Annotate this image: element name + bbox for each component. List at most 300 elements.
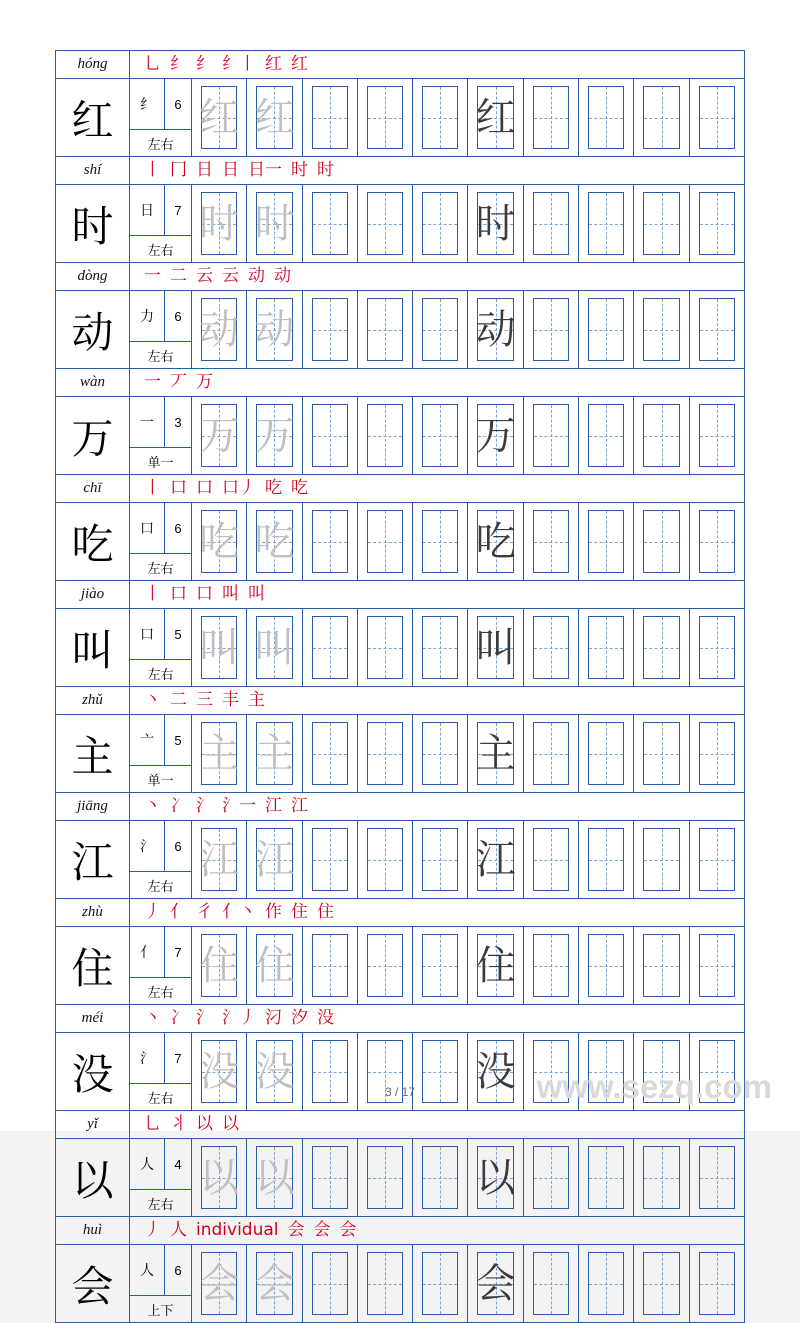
practice-cell[interactable] xyxy=(690,609,744,686)
practice-glyph: 以 xyxy=(254,1154,295,1200)
practice-cell[interactable] xyxy=(303,291,358,368)
character-info xyxy=(130,503,192,580)
radical-and-count xyxy=(130,715,191,766)
practice-cell[interactable] xyxy=(247,821,302,898)
practice-glyph xyxy=(358,503,412,580)
practice-glyph xyxy=(303,291,357,368)
stroke-order-sequence xyxy=(130,899,744,926)
practice-cell[interactable] xyxy=(690,79,744,156)
stroke-order-sequence xyxy=(130,1217,744,1244)
practice-cell[interactable] xyxy=(358,1245,413,1322)
practice-cell[interactable] xyxy=(579,185,634,262)
practice-glyph: 主 xyxy=(199,730,240,776)
practice-glyph xyxy=(634,821,688,898)
practice-cell[interactable] xyxy=(192,397,247,474)
headword-character: 万 xyxy=(56,397,130,474)
practice-cell[interactable] xyxy=(192,1245,247,1322)
practice-cell[interactable] xyxy=(413,79,468,156)
radical-label: 亻 xyxy=(130,927,165,977)
practice-cell[interactable] xyxy=(634,291,689,368)
practice-cell[interactable] xyxy=(303,821,358,898)
character-info xyxy=(130,291,192,368)
practice-cell[interactable] xyxy=(634,715,689,792)
practice-glyph: 红 xyxy=(254,94,295,140)
stroke-step: 丰 xyxy=(222,690,239,710)
practice-glyph xyxy=(690,185,744,262)
stroke-step: 冫 xyxy=(170,796,187,816)
pinyin-stroke-strip xyxy=(56,581,744,609)
stroke-step: 江 xyxy=(265,796,282,816)
practice-cell[interactable] xyxy=(524,79,579,156)
stroke-step: 人 xyxy=(170,1220,187,1240)
practice-cell[interactable] xyxy=(358,185,413,262)
practice-cell[interactable] xyxy=(690,1139,744,1216)
practice-glyph xyxy=(413,185,467,262)
character-row xyxy=(55,792,745,898)
stroke-step: 丶 xyxy=(144,690,161,710)
practice-glyph xyxy=(413,503,467,580)
pinyin-label: yǐ xyxy=(56,1111,130,1138)
practice-cell[interactable] xyxy=(634,79,689,156)
stroke-step: 一 xyxy=(144,372,161,392)
pinyin-label: hóng xyxy=(56,51,130,78)
practice-glyph xyxy=(303,503,357,580)
practice-glyph xyxy=(634,1139,688,1216)
radical-and-count xyxy=(130,503,191,554)
practice-glyph xyxy=(579,397,633,474)
practice-glyph: 会 xyxy=(475,1260,516,1306)
pinyin-stroke-strip xyxy=(56,899,744,927)
practice-cell[interactable] xyxy=(524,503,579,580)
practice-glyph xyxy=(579,821,633,898)
practice-glyph xyxy=(579,927,633,1004)
practice-cell[interactable] xyxy=(192,927,247,1004)
stroke-count-label: 7 xyxy=(174,944,182,960)
practice-glyph xyxy=(524,1139,578,1216)
headword-character: 江 xyxy=(56,821,130,898)
stroke-order-sequence xyxy=(130,475,744,502)
practice-cell[interactable] xyxy=(247,397,302,474)
practice-cell[interactable] xyxy=(468,1245,523,1322)
practice-cell[interactable] xyxy=(579,715,634,792)
practice-cell[interactable] xyxy=(358,79,413,156)
practice-glyph: 会 xyxy=(199,1260,240,1306)
practice-cell[interactable] xyxy=(303,185,358,262)
practice-glyph xyxy=(634,291,688,368)
stroke-order-sequence xyxy=(130,793,744,820)
practice-glyph: 时 xyxy=(199,200,240,246)
practice-cell[interactable] xyxy=(192,79,247,156)
practice-glyph xyxy=(303,715,357,792)
radical-label: 力 xyxy=(130,291,165,341)
practice-cell[interactable] xyxy=(579,609,634,686)
character-row xyxy=(55,368,745,474)
practice-glyph xyxy=(524,185,578,262)
stroke-count-label: 5 xyxy=(174,626,182,642)
headword-character: 会 xyxy=(56,1245,130,1322)
practice-cell[interactable] xyxy=(468,397,523,474)
practice-cell[interactable] xyxy=(247,1139,302,1216)
pinyin-label: jiāng xyxy=(56,793,130,820)
practice-cell[interactable] xyxy=(358,503,413,580)
stroke-step: 日一 xyxy=(248,160,282,180)
practice-glyph xyxy=(579,503,633,580)
structure-label: 左右 xyxy=(147,136,174,152)
stroke-order-sequence xyxy=(130,369,744,396)
stroke-step: 氵丿 xyxy=(222,1008,256,1028)
practice-cell[interactable] xyxy=(192,291,247,368)
practice-cell[interactable] xyxy=(413,503,468,580)
practice-glyph: 江 xyxy=(254,836,295,882)
stroke-step: 氵 xyxy=(196,1008,213,1028)
practice-cell[interactable] xyxy=(247,503,302,580)
radical-and-count xyxy=(130,1245,191,1296)
practice-cell[interactable] xyxy=(192,1139,247,1216)
practice-cells xyxy=(192,1139,744,1216)
stroke-step: 丿 xyxy=(144,1220,161,1240)
practice-cell[interactable] xyxy=(468,79,523,156)
stroke-step: 时 xyxy=(317,160,334,180)
practice-cell[interactable] xyxy=(634,397,689,474)
practice-cell[interactable] xyxy=(634,185,689,262)
practice-glyph xyxy=(690,397,744,474)
stroke-count-label: 6 xyxy=(174,1262,182,1278)
practice-glyph xyxy=(413,291,467,368)
practice-cell[interactable] xyxy=(579,1245,634,1322)
practice-cell[interactable] xyxy=(634,927,689,1004)
character-info xyxy=(130,397,192,474)
practice-cell[interactable] xyxy=(358,821,413,898)
practice-glyph xyxy=(579,609,633,686)
practice-cell[interactable] xyxy=(579,1139,634,1216)
practice-cell[interactable] xyxy=(247,927,302,1004)
practice-cell[interactable] xyxy=(303,609,358,686)
practice-cell[interactable] xyxy=(358,927,413,1004)
radical-and-count xyxy=(130,397,191,448)
practice-cells xyxy=(192,1245,744,1322)
pinyin-stroke-strip xyxy=(56,263,744,291)
practice-cell[interactable] xyxy=(524,397,579,474)
radical-and-count xyxy=(130,1139,191,1190)
pinyin-label: dòng xyxy=(56,263,130,290)
practice-cell[interactable] xyxy=(468,503,523,580)
practice-cell[interactable] xyxy=(468,291,523,368)
stroke-step: 氵一 xyxy=(222,796,256,816)
practice-cell[interactable] xyxy=(192,715,247,792)
practice-glyph xyxy=(690,927,744,1004)
practice-cell[interactable] xyxy=(579,927,634,1004)
practice-cell[interactable] xyxy=(524,185,579,262)
practice-cell[interactable] xyxy=(413,821,468,898)
pinyin-stroke-strip xyxy=(56,475,744,503)
stroke-count-label: 6 xyxy=(174,308,182,324)
practice-glyph xyxy=(524,79,578,156)
stroke-step: 口 xyxy=(196,584,213,604)
stroke-step: 丨 xyxy=(144,160,161,180)
practice-cell[interactable] xyxy=(413,1245,468,1322)
practice-glyph: 吃 xyxy=(199,518,240,564)
stroke-step: 三 xyxy=(196,690,213,710)
practice-cell[interactable] xyxy=(690,397,744,474)
radical-label: 氵 xyxy=(130,821,165,871)
practice-glyph: 红 xyxy=(199,94,240,140)
stroke-step: 丶 xyxy=(144,1008,161,1028)
structure-label: 左右 xyxy=(147,1090,174,1106)
pinyin-stroke-strip xyxy=(56,1111,744,1139)
character-main-strip xyxy=(56,291,744,368)
stroke-order-sequence xyxy=(130,51,744,78)
stroke-step: 日 xyxy=(196,160,213,180)
stroke-step: 二 xyxy=(170,690,187,710)
practice-cell[interactable] xyxy=(524,1245,579,1322)
practice-cell[interactable] xyxy=(524,715,579,792)
practice-cell[interactable] xyxy=(413,291,468,368)
practice-glyph xyxy=(303,609,357,686)
practice-cell[interactable] xyxy=(358,609,413,686)
headword-character: 没 xyxy=(56,1033,130,1110)
stroke-step: 吃 xyxy=(265,478,282,498)
practice-cell[interactable] xyxy=(690,503,744,580)
practice-cells xyxy=(192,291,744,368)
practice-cells xyxy=(192,185,744,262)
stroke-step: 口 xyxy=(196,478,213,498)
structure-label: 左右 xyxy=(147,242,174,258)
practice-cell[interactable] xyxy=(524,291,579,368)
practice-glyph: 时 xyxy=(254,200,295,246)
character-row xyxy=(55,898,745,1004)
practice-cell[interactable] xyxy=(192,609,247,686)
practice-cell[interactable] xyxy=(524,927,579,1004)
practice-cell[interactable] xyxy=(413,397,468,474)
stroke-step: 丨 xyxy=(144,584,161,604)
headword-character: 吃 xyxy=(56,503,130,580)
practice-glyph xyxy=(579,291,633,368)
practice-cell[interactable] xyxy=(468,185,523,262)
practice-glyph xyxy=(524,715,578,792)
stroke-step: 万 xyxy=(196,372,213,392)
stroke-step: 纟 xyxy=(196,54,213,74)
practice-cell[interactable] xyxy=(303,927,358,1004)
practice-cell[interactable] xyxy=(524,1139,579,1216)
headword-character: 主 xyxy=(56,715,130,792)
practice-cell[interactable] xyxy=(579,821,634,898)
practice-cell[interactable] xyxy=(192,185,247,262)
structure-label: 左右 xyxy=(147,348,174,364)
stroke-step: 时 xyxy=(291,160,308,180)
practice-cell[interactable] xyxy=(247,79,302,156)
character-main-strip xyxy=(56,927,744,1004)
character-main-strip xyxy=(56,715,744,792)
practice-glyph xyxy=(303,397,357,474)
practice-cell[interactable] xyxy=(579,503,634,580)
practice-cells xyxy=(192,927,744,1004)
stroke-step: 二 xyxy=(170,266,187,286)
practice-cell[interactable] xyxy=(634,1245,689,1322)
practice-cell[interactable] xyxy=(247,185,302,262)
character-info xyxy=(130,715,192,792)
practice-cell[interactable] xyxy=(468,1139,523,1216)
practice-glyph xyxy=(579,1139,633,1216)
character-row xyxy=(55,474,745,580)
pinyin-label: shí xyxy=(56,157,130,184)
practice-glyph xyxy=(413,397,467,474)
character-main-strip xyxy=(56,821,744,898)
practice-glyph xyxy=(358,79,412,156)
headword-character: 动 xyxy=(56,291,130,368)
practice-glyph xyxy=(358,715,412,792)
practice-cell[interactable] xyxy=(413,715,468,792)
practice-cell[interactable] xyxy=(247,291,302,368)
practice-cell[interactable] xyxy=(690,821,744,898)
practice-cell[interactable] xyxy=(468,715,523,792)
stroke-step: 丶 xyxy=(144,796,161,816)
practice-glyph: 以 xyxy=(199,1154,240,1200)
stroke-step: 主 xyxy=(248,690,265,710)
practice-glyph xyxy=(358,609,412,686)
practice-cell[interactable] xyxy=(634,1139,689,1216)
watermark: www.sezq.com xyxy=(536,1068,772,1105)
stroke-step: 会 xyxy=(287,1220,305,1240)
practice-glyph: 江 xyxy=(199,836,240,882)
stroke-step: 叫 xyxy=(222,584,239,604)
practice-cell[interactable] xyxy=(413,927,468,1004)
stroke-step: 氵 xyxy=(196,796,213,816)
practice-glyph: 时 xyxy=(475,200,516,246)
practice-cell[interactable] xyxy=(579,397,634,474)
practice-cell[interactable] xyxy=(690,1245,744,1322)
stroke-step: 彳 xyxy=(196,902,213,922)
character-main-strip xyxy=(56,79,744,156)
practice-cell[interactable] xyxy=(358,1139,413,1216)
practice-cell[interactable] xyxy=(690,715,744,792)
practice-glyph xyxy=(358,185,412,262)
practice-cells xyxy=(192,397,744,474)
practice-cell[interactable] xyxy=(358,291,413,368)
stroke-step: 会 xyxy=(339,1220,357,1240)
practice-cell[interactable] xyxy=(468,821,523,898)
structure-label: 单一 xyxy=(147,454,174,470)
radical-label: 一 xyxy=(130,397,165,447)
stroke-step: 冫 xyxy=(170,1008,187,1028)
practice-glyph: 住 xyxy=(199,942,240,988)
practice-glyph xyxy=(690,1245,744,1322)
practice-glyph xyxy=(690,79,744,156)
practice-glyph: 没 xyxy=(254,1048,295,1094)
stroke-order-sequence xyxy=(130,157,744,184)
character-main-strip xyxy=(56,1139,744,1216)
stroke-step: 以 xyxy=(222,1114,239,1134)
practice-cell[interactable] xyxy=(303,79,358,156)
pinyin-stroke-strip xyxy=(56,157,744,185)
practice-cell[interactable] xyxy=(690,185,744,262)
practice-cell[interactable] xyxy=(303,1139,358,1216)
stroke-step: 亻 xyxy=(170,902,187,922)
practice-cell[interactable] xyxy=(690,927,744,1004)
practice-glyph xyxy=(690,821,744,898)
practice-cell[interactable] xyxy=(690,291,744,368)
practice-glyph xyxy=(358,397,412,474)
practice-cell[interactable] xyxy=(358,397,413,474)
practice-cell[interactable] xyxy=(524,609,579,686)
practice-glyph xyxy=(634,715,688,792)
practice-cell[interactable] xyxy=(524,821,579,898)
practice-cell[interactable] xyxy=(634,821,689,898)
practice-glyph xyxy=(634,609,688,686)
practice-glyph xyxy=(303,821,357,898)
practice-cell[interactable] xyxy=(468,609,523,686)
practice-cell[interactable] xyxy=(413,609,468,686)
practice-glyph xyxy=(358,1245,412,1322)
character-main-strip xyxy=(56,397,744,474)
stroke-step: 丆 xyxy=(170,372,187,392)
practice-cell[interactable] xyxy=(413,185,468,262)
stroke-count-label: 7 xyxy=(174,1050,182,1066)
stroke-step: 动 xyxy=(248,266,265,286)
headword-character: 以 xyxy=(56,1139,130,1216)
practice-glyph xyxy=(524,291,578,368)
pinyin-label: zhǔ xyxy=(56,687,130,714)
practice-cell[interactable] xyxy=(192,503,247,580)
pinyin-stroke-strip xyxy=(56,51,744,79)
stroke-step: 纟 xyxy=(170,54,187,74)
practice-cell[interactable] xyxy=(579,79,634,156)
practice-cell[interactable] xyxy=(247,1245,302,1322)
stroke-step: 冂 xyxy=(170,160,187,180)
practice-cell[interactable] xyxy=(192,821,247,898)
practice-cell[interactable] xyxy=(358,715,413,792)
practice-cell[interactable] xyxy=(303,503,358,580)
practice-glyph: 红 xyxy=(475,94,516,140)
practice-glyph xyxy=(690,715,744,792)
character-info xyxy=(130,1245,192,1322)
character-row xyxy=(55,50,745,156)
practice-cell[interactable] xyxy=(413,1139,468,1216)
pinyin-label: zhù xyxy=(56,899,130,926)
character-info xyxy=(130,1139,192,1216)
practice-cell[interactable] xyxy=(303,715,358,792)
stroke-step: 红 xyxy=(291,54,308,74)
headword-character: 叫 xyxy=(56,609,130,686)
practice-glyph xyxy=(634,185,688,262)
practice-glyph: 吃 xyxy=(254,518,295,564)
practice-cells xyxy=(192,79,744,156)
stroke-order-sequence xyxy=(130,263,744,290)
practice-cell[interactable] xyxy=(247,715,302,792)
practice-cells xyxy=(192,503,744,580)
stroke-step: 叫 xyxy=(248,584,265,604)
practice-cell[interactable] xyxy=(247,609,302,686)
practice-cell[interactable] xyxy=(634,503,689,580)
practice-cell[interactable] xyxy=(468,927,523,1004)
stroke-step: 云 xyxy=(222,266,239,286)
stroke-step: individual xyxy=(196,1220,279,1240)
stroke-step: 没 xyxy=(317,1008,334,1028)
practice-cells xyxy=(192,715,744,792)
practice-cell[interactable] xyxy=(303,397,358,474)
practice-cell[interactable] xyxy=(579,291,634,368)
practice-glyph: 叫 xyxy=(199,624,240,670)
pinyin-stroke-strip xyxy=(56,687,744,715)
stroke-step: 住 xyxy=(317,902,334,922)
radical-and-count xyxy=(130,79,191,130)
character-info xyxy=(130,821,192,898)
practice-glyph: 住 xyxy=(475,942,516,988)
practice-cell[interactable] xyxy=(634,609,689,686)
practice-cell[interactable] xyxy=(303,1245,358,1322)
practice-glyph xyxy=(413,715,467,792)
radical-and-count xyxy=(130,821,191,872)
practice-glyph xyxy=(524,821,578,898)
